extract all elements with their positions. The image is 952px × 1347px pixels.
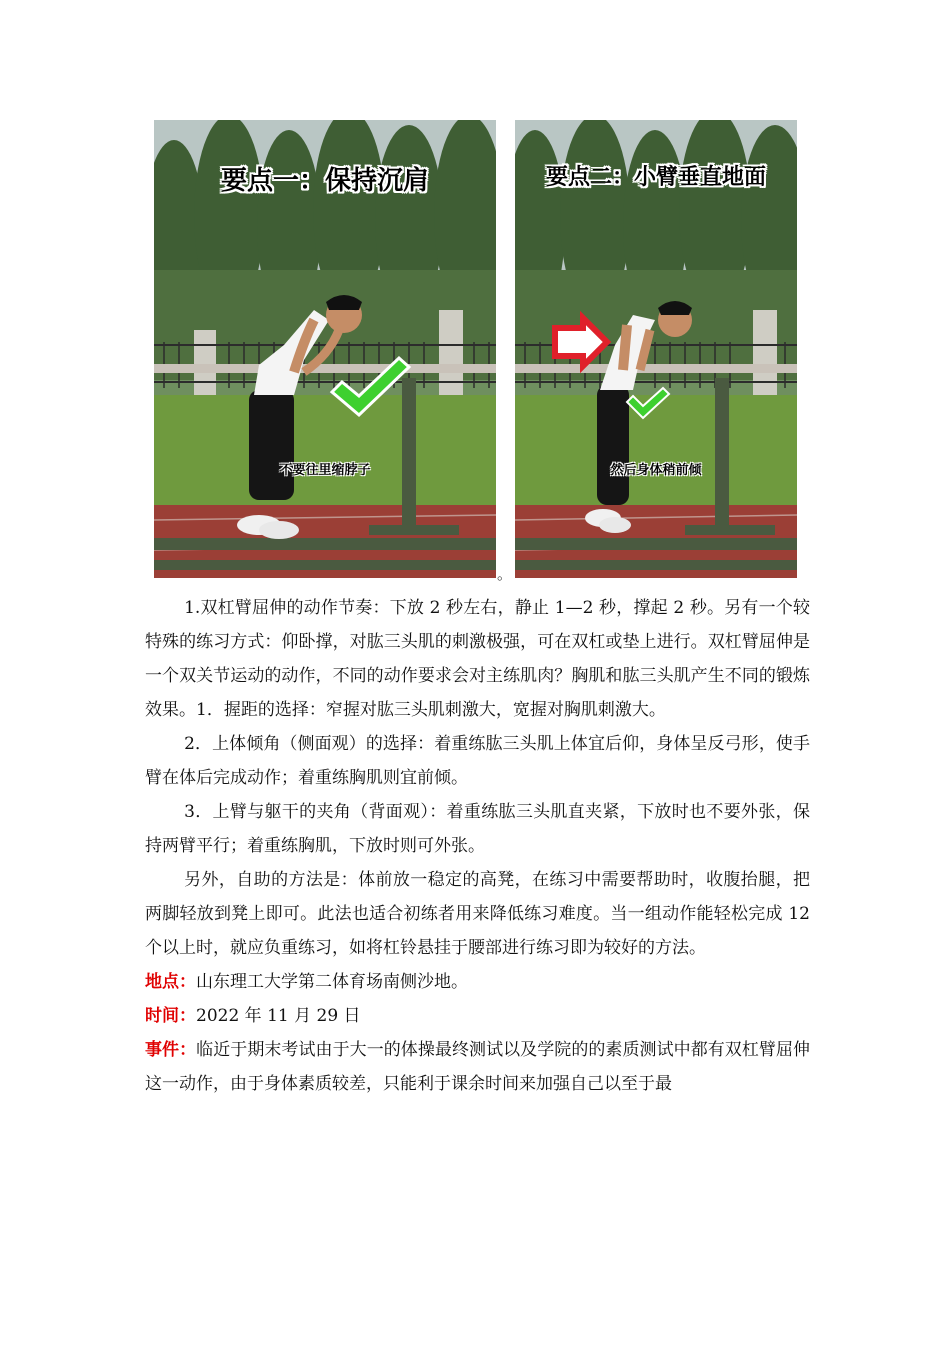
exercise-photo-2 [515, 120, 797, 578]
paragraph-3: 3．上臂与躯干的夹角（背面观）：着重练肱三头肌直夹紧，下放时也不要外张，保持两臂平行；着重练胸肌，下放时则可外张。 [145, 802, 810, 856]
paragraph-2: 2．上体倾角（侧面观）的选择：着重练肱三头肌上体宜后仰，身体呈反弓形，使手臂在体后完成动作；着重练胸肌则宜前倾。 [145, 734, 810, 788]
exercise-photo-1 [154, 120, 496, 578]
info-event-label: 事件： [145, 1040, 197, 1060]
info-time-label: 时间： [145, 1006, 196, 1026]
paragraph-4: 另外，自助的方法是：体前放一稳定的高凳，在练习中需要帮助时，收腹抬腿，把两脚轻放到凳上即可。此法也适合初练者用来降低练习难度。当一组动作能轻松完成 12 个以上时，就应负重练习，如将杠铃悬挂于腰部进行练习即为较好的方法。 [145, 870, 810, 958]
info-location-label: 地点： [145, 972, 196, 992]
image-caption-2: 然后身体稍前倾 [610, 463, 702, 478]
image-separator: 。 [497, 565, 513, 583]
image-caption-1: 不要往里缩脖子 [279, 463, 371, 478]
info-event-value: 临近于期末考试由于大一的体操最终测试以及学院的的素质测试中都有双杠臂屈伸这一动作，由于身体素质较差，只能利于课余时间来加强自己以至于最 [145, 1040, 811, 1094]
info-time-value: 2022 年 11 月 29 日 [196, 1006, 361, 1026]
image-banner-2: 要点二：小臂垂直地面 [545, 165, 766, 190]
info-location-value: 山东理工大学第二体育场南侧沙地。 [196, 972, 468, 992]
image-banner-1: 要点一：保持沉肩 [220, 166, 429, 196]
info-time [145, 999, 810, 1033]
paragraph-1: 1.双杠臂屈伸的动作节奏：下放 2 秒左右，静止 1—2 秒，撑起 2 秒。另有一个较特殊的练习方式：仰卧撑，对肱三头肌的刺激极强，可在双杠或垫上进行。双杠臂屈伸是一个双关节运动的动作，不同的动作要求会对主练肌肉？胸肌和肱三头肌产生不同的锻炼效果。1．握距的选择：窄握对肱三头肌刺激大，宽握对胸肌刺激大。 [145, 598, 810, 720]
info-location [145, 965, 810, 999]
info-event [145, 1033, 810, 1101]
body-text [145, 591, 810, 1101]
